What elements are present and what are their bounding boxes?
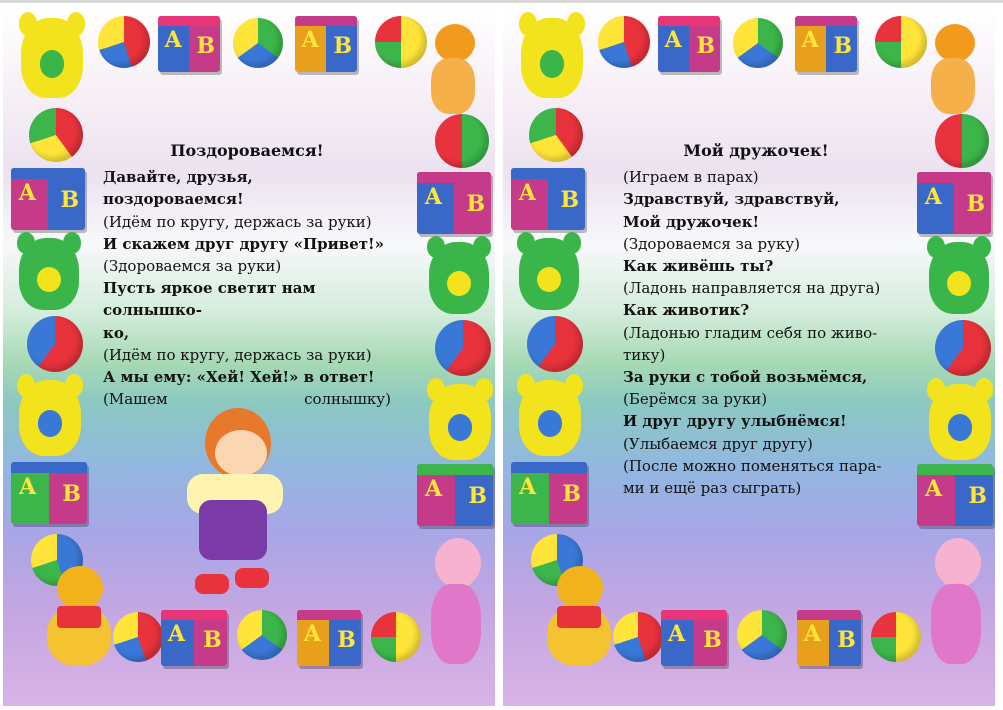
poem-right xyxy=(623,140,889,499)
piglet-icon xyxy=(415,538,493,674)
letter-cube-icon: А В xyxy=(917,172,991,234)
poem-line: (Идём по кругу, держась за руки) xyxy=(103,212,372,231)
top-strip xyxy=(0,0,1003,3)
ball-icon xyxy=(935,320,991,376)
poem-line: А мы ему: «Хей! Хей!» в ответ! xyxy=(103,368,375,387)
letter-cube-icon: А В xyxy=(658,16,720,72)
poem-line: Как животик? xyxy=(623,301,750,320)
poem-line: (Играем в парах) xyxy=(623,168,759,187)
ball-icon xyxy=(871,612,921,662)
poem-title: Мой дружочек! xyxy=(683,141,829,160)
letter-cube-icon: А В xyxy=(511,462,587,524)
ball-icon xyxy=(435,320,491,376)
poem-line: (Машем солнышку) xyxy=(103,390,391,409)
poem-line: ми и ещё раз сыграть) xyxy=(623,479,802,498)
ball-icon xyxy=(29,108,83,162)
teddy-bear-icon xyxy=(519,380,581,456)
ball-icon xyxy=(733,18,783,68)
teddy-bear-icon xyxy=(429,384,491,460)
letter-cube-icon: А В xyxy=(11,462,87,524)
piglet-icon xyxy=(915,538,993,674)
letter-cube-icon: А В xyxy=(417,464,493,526)
ball-icon xyxy=(527,316,583,372)
poem-line: (Здороваемся за руки) xyxy=(103,257,282,276)
ball-icon xyxy=(27,316,83,372)
ball-icon xyxy=(598,16,650,68)
boy-icon xyxy=(177,408,293,600)
poem-line: ко, xyxy=(103,323,130,342)
poem-line: Мой дружочек! xyxy=(623,212,760,231)
ball-icon xyxy=(875,16,927,68)
letter-cube-icon: А В xyxy=(417,172,491,234)
poem-line: (Ладонью гладим себя по живо- xyxy=(623,323,878,342)
ball-icon xyxy=(529,108,583,162)
ball-icon xyxy=(98,16,150,68)
letter-cube-icon: А В xyxy=(295,16,357,72)
poem-left xyxy=(103,140,391,410)
teddy-bear-icon xyxy=(521,18,583,98)
letter-cube-icon: А В xyxy=(511,168,585,230)
winnie-pooh-icon xyxy=(39,566,119,670)
ball-icon xyxy=(113,612,163,662)
winnie-pooh-icon xyxy=(539,566,619,670)
letter-cube-icon: А В xyxy=(297,610,361,666)
ball-icon xyxy=(237,610,287,660)
poem-line: И скажем друг другу «Привет!» xyxy=(103,234,385,253)
teddy-bear-icon xyxy=(21,18,83,98)
teddy-bear-icon xyxy=(929,242,989,314)
poem-line: Пусть яркое светит нам солнышко- xyxy=(103,279,316,320)
right-page xyxy=(503,6,995,706)
ball-icon xyxy=(613,612,663,662)
poem-line: Давайте, друзья, поздороваемся! xyxy=(103,168,253,209)
teddy-bear-icon xyxy=(929,384,991,460)
poem-title: Поздороваемся! xyxy=(170,141,324,160)
letter-cube-icon: А В xyxy=(797,610,861,666)
poem-line: (Улыбаемся друг другу) xyxy=(623,434,813,453)
poem-line: (Здороваемся за руку) xyxy=(623,234,801,253)
poem-line: (Идём по кругу, держась за руки) xyxy=(103,345,372,364)
tigger-icon xyxy=(921,24,987,120)
teddy-bear-icon xyxy=(519,238,579,310)
teddy-bear-icon xyxy=(19,380,81,456)
teddy-bear-icon xyxy=(429,242,489,314)
teddy-bear-icon xyxy=(19,238,79,310)
ball-icon xyxy=(737,610,787,660)
letter-cube-icon: А В xyxy=(795,16,857,72)
letter-cube-icon: А В xyxy=(917,464,993,526)
tigger-icon xyxy=(421,24,487,120)
poem-line: Как живёшь ты? xyxy=(623,257,774,276)
letter-cube-icon: А В xyxy=(661,610,727,666)
letter-cube-icon: А В xyxy=(161,610,227,666)
poem-line: (Ладонь направляется на друга) xyxy=(623,279,881,298)
letter-cube-icon: А В xyxy=(158,16,220,72)
poem-line: Здравствуй, здравствуй, xyxy=(623,190,840,209)
ball-icon xyxy=(233,18,283,68)
left-page xyxy=(3,6,495,706)
ball-icon xyxy=(375,16,427,68)
letter-cube-icon: А В xyxy=(11,168,85,230)
ball-icon xyxy=(435,114,489,168)
poem-line: (После можно поменяться пара- xyxy=(623,456,882,475)
poem-line: тику) xyxy=(623,345,666,364)
ball-icon xyxy=(371,612,421,662)
poem-line: (Берёмся за руки) xyxy=(623,390,768,409)
poem-line: За руки с тобой возьмёмся, xyxy=(623,368,868,387)
ball-icon xyxy=(935,114,989,168)
poem-line: И друг другу улыбнёмся! xyxy=(623,412,847,431)
